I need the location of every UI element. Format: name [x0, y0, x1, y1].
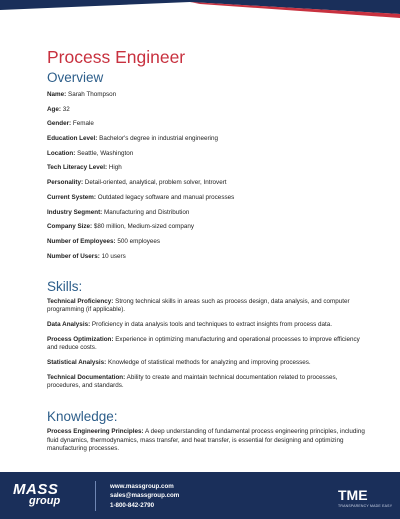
field-age: Age: 32 [47, 105, 70, 113]
skill-item: Technical Proficiency: Strong technical skills in areas such as process design, data analysis, and computer programming (if applicable). [47, 297, 350, 314]
field-current-system: Current System: Outdated legacy software and manual processes [47, 193, 235, 201]
phone-number: 1-800-842-2790 [110, 501, 155, 509]
overview-fields [47, 91, 365, 261]
page-title: Process Engineer [47, 47, 186, 67]
field-name: Name: Sarah Thompson [47, 91, 117, 98]
field-company-size: Company Size: $80 million, Medium-sized company [47, 223, 194, 231]
top-decorative-band [0, 0, 400, 24]
document-body [47, 46, 365, 454]
skill-item: Process Optimization: Experience in optimizing manufacturing and operational processes to improve efficiency and reduce costs. [47, 335, 360, 352]
field-tech-literacy: Tech Literacy Level: High [47, 164, 122, 172]
skills-list [47, 298, 365, 392]
field-users: Number of Users: 10 users [47, 252, 126, 260]
field-industry-segment: Industry Segment: Manufacturing and Distribution [47, 208, 190, 216]
field-personality: Personality: Detail-oriented, analytical, problem solver, Introvert [47, 179, 227, 187]
field-location: Location: Seattle, Washington [47, 149, 134, 157]
footer-divider [95, 481, 96, 511]
knowledge-list [47, 428, 365, 454]
contact-block [110, 482, 179, 510]
skill-item: Technical Documentation: Ability to create and maintain technical documentation related to processes, procedures, and standards. [47, 373, 338, 390]
field-employees: Number of Employees: 500 employees [47, 237, 161, 245]
website-link[interactable]: www.massgroup.com [110, 483, 174, 490]
page-footer [0, 472, 400, 519]
knowledge-item: Process Engineering Principles: A deep understanding of fundamental process engineering principles, including fluid dynamics, thermodynamics, mass transfer, and heat transfer, is essential for designing and optimizing manufacturing processes. [47, 428, 365, 453]
field-gender: Gender: Female [47, 120, 94, 128]
email-link[interactable]: sales@massgroup.com [110, 492, 180, 500]
skills-heading: Skills: [47, 278, 83, 294]
knowledge-heading: Knowledge: [47, 409, 118, 425]
skill-item: Data Analysis: Proficiency in data analysis tools and techniques to extract insights from process data. [47, 320, 333, 328]
skill-item: Statistical Analysis: Knowledge of statistical methods for analyzing and improving processes. [47, 359, 311, 367]
field-education: Education Level: Bachelor's degree in industrial engineering [47, 135, 218, 143]
tme-logo: TME TRANSPARENCY MADE EASY [338, 487, 393, 508]
overview-heading: Overview [47, 70, 104, 85]
mass-group-logo: MASS group [13, 481, 61, 507]
